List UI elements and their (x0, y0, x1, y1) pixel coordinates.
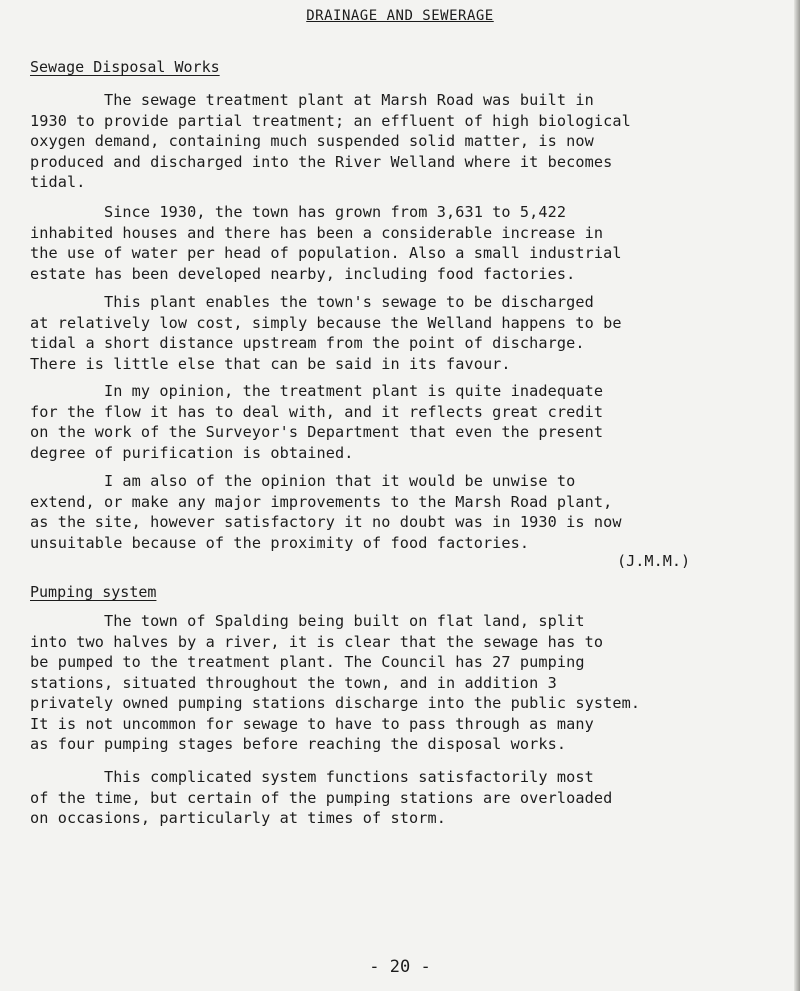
paragraph: In my opinion, the treatment plant is quite inadequate for the flow it has to deal with, and it reflects great credit on the work of the Surveyor's Department that even the present degree of purification is obtained. (30, 382, 604, 462)
paragraph: The town of Spalding being built on flat land, split into two halves by a river, it is clear that the sewage has to be pumped to the treatment plant. The Council has 27 pumping stations, situated throughout the town, and in addition 3 privately owned pumping stations discharge into the public system. It is not uncommon for sewage to have to pass through as many as four pumping stages before reaching the disposal works. (30, 612, 641, 753)
page-number: - 20 - (369, 957, 431, 977)
section-heading-pumping-system: Pumping system (30, 583, 157, 601)
paragraph: This plant enables the town's sewage to be discharged at relatively low cost, simply because the Welland happens to be tidal a short distance upstream from the point of discharge. There is little else that can be said in its favour. (30, 293, 622, 373)
paragraph: This complicated system functions satisfactorily most of the time, but certain of the pumping stations are overloaded on occasions, particularly at times of storm. (30, 768, 613, 827)
page-title: DRAINAGE AND SEWERAGE (306, 8, 494, 24)
paragraph: I am also of the opinion that it would be unwise to extend, or make any major improvements to the Marsh Road plant, as the site, however satisfactory it no doubt was in 1930 is now unsuitable because of the proximity of food factories. (30, 472, 622, 552)
section-heading-sewage-disposal: Sewage Disposal Works (30, 58, 220, 76)
scan-edge-shadow (794, 0, 800, 991)
signature-initials: (J.M.M.) (617, 552, 691, 570)
paragraph: Since 1930, the town has grown from 3,631 to 5,422 inhabited houses and there has been a considerable increase in the use of water per head of population. Also a small industrial estate has been developed nearby, including food factories. (30, 203, 622, 283)
paragraph: The sewage treatment plant at Marsh Road was built in 1930 to provide partial treatment; an effluent of high biological oxygen demand, containing much suspended solid matter, is now produced and discharged into the River Welland where it becomes tidal. (30, 91, 631, 191)
